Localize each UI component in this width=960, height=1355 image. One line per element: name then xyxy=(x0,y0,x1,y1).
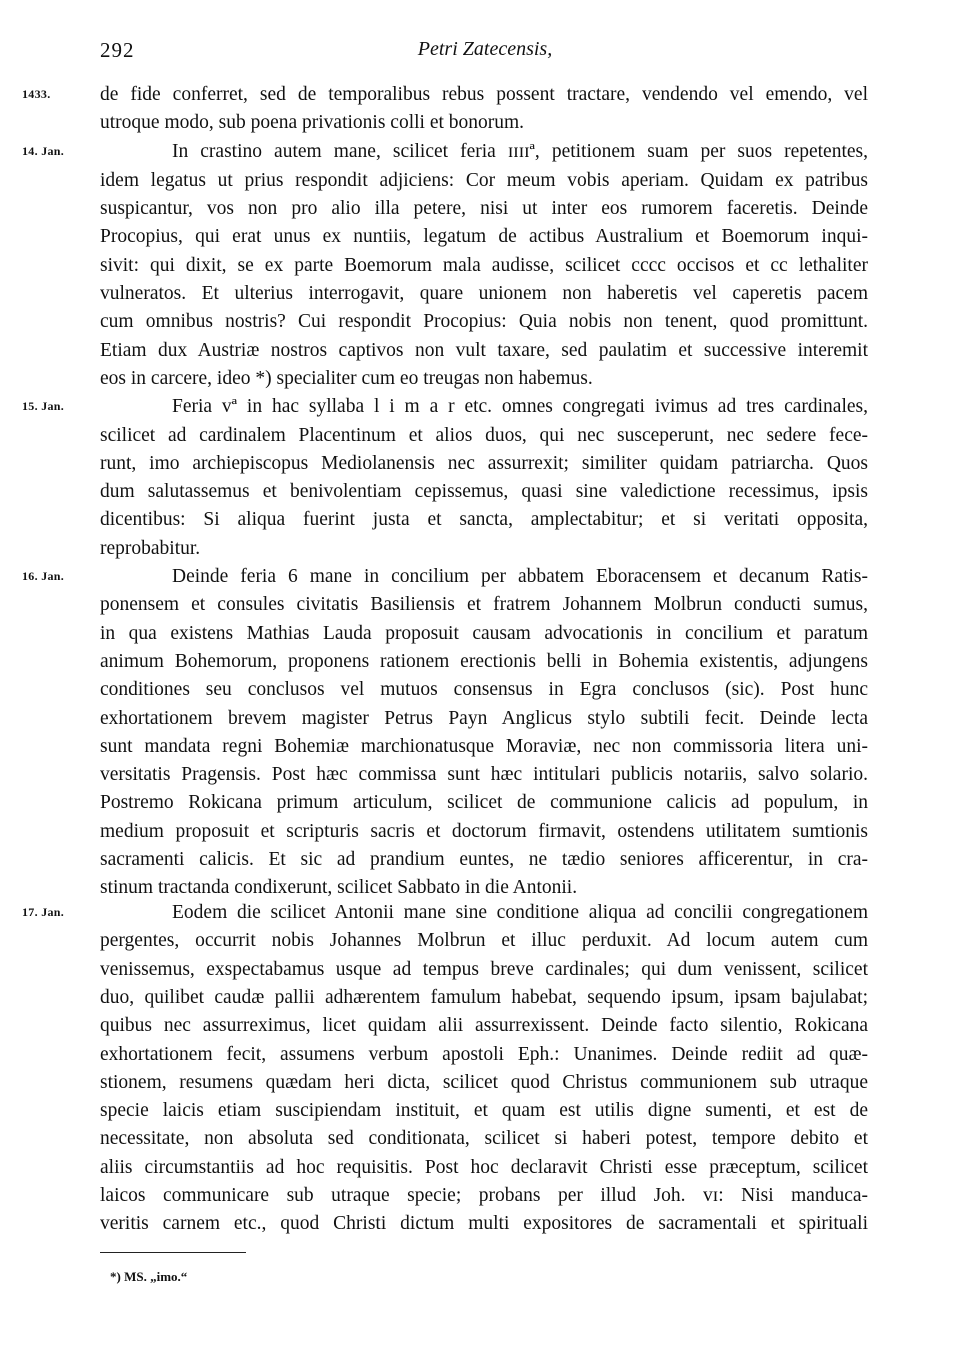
text-line: specie laicis etiam suscipiendam instituit, et quam est utilis digne sumenti, et est de xyxy=(100,1100,868,1121)
text-line: in qua existens Mathias Lauda proposuit causam advocationis in concilium et paratum xyxy=(100,623,868,644)
text-line: ponensem et consules civitatis Basiliensis et fratrem Johannem Molbrun conducti sumus, xyxy=(100,594,868,615)
text-line: eos in carcere, ideo *) specialiter cum eo treugas non habemus. xyxy=(100,368,593,389)
footnote: *) MS. „imo.“ xyxy=(110,1269,188,1284)
margin-note-17-jan: 17. Jan. xyxy=(22,905,65,919)
footnote-rule xyxy=(100,1252,246,1253)
margin-note-14-jan: 14. Jan. xyxy=(22,144,65,158)
text-line: Procopius, qui erat unus ex nuntiis, legatum de actibus Australium et Boemorum inqui- xyxy=(100,226,868,247)
text-line: cum omnibus nostris? Cui respondit Procopius: Quia nobis non tenent, quod promittunt. xyxy=(100,311,868,332)
text-line: dicentibus: Si aliqua fuerint justa et sancta, amplectabitur; et si veritati opposita, xyxy=(100,509,868,530)
margin-note-15-jan: 15. Jan. xyxy=(22,399,65,413)
text-line: venissemus, exspectabamus usque ad tempus breve cardinales; qui dum venissent, scilicet xyxy=(100,959,868,980)
paragraph-start-line: Feria vª in hac syllaba l i m a r etc. omnes congregati ivimus ad tres cardinales, xyxy=(172,396,868,417)
text-line: stionem, resumens quædam heri dicta, scilicet quod Christus communionem sub utraque xyxy=(100,1072,868,1093)
paragraph-start-line: Eodem die scilicet Antonii mane sine conditione aliqua ad concilii congregationem xyxy=(172,902,868,923)
paragraph-start-line: In crastino autem mane, scilicet feria ɪɪɪɪª, petitionem suam per suos repetentes, xyxy=(172,141,868,162)
text-line: runt, imo archiepiscopus Mediolanensis nec assurrexit; similiter quidam patriarcha. Quos xyxy=(100,453,868,474)
text-line: sacramenti calicis. Et sic ad prandium euntes, ne tædio seniores afficerentur, in cra- xyxy=(100,849,868,870)
text-line: utroque modo, sub poena privationis colli et bonorum. xyxy=(100,112,525,133)
text-line: pergentes, occurrit nobis Johannes Molbrun et illuc perduxit. Ad locum autem cum xyxy=(100,930,868,951)
page-number: 292 xyxy=(100,38,135,62)
page-header xyxy=(100,38,870,68)
text-line: suspicantur, vos non pro alio illa petere, nisi ut inter eos rumorem faceretis. Deinde xyxy=(100,198,868,219)
margin-note-year: 1433. xyxy=(22,87,51,101)
text-line: sunt mandata regni Bohemiæ marchionatusque Moraviæ, nec non commissoria litera uni- xyxy=(100,736,868,757)
text-line: quibus nec assurreximus, licet quidam alii assurrexissent. Deinde facto silentio, Rokicana xyxy=(100,1015,868,1036)
text-line: sivit: qui dixit, se ex parte Boemorum mala audisse, scilicet cccc occisos et cc lethaliter xyxy=(100,255,868,276)
text-line: versitatis Pragensis. Post hæc commissa sunt hæc intitulari publicis notariis, salvo solario. xyxy=(100,764,868,785)
running-head: Petri Zatecensis, xyxy=(417,38,553,60)
text-line: Postremo Rokicana primum articulum, scilicet de communione calicis ad populum, in xyxy=(100,792,868,813)
text-line: conditiones seu conclusos vel mutuos consensus in Egra conclusos (sic). Post hunc xyxy=(100,679,868,700)
text-line: reprobabitur. xyxy=(100,538,201,559)
text-line: laicos communicare sub utraque specie; probans per illud Joh. ᴠɪ: Nisi manduca- xyxy=(100,1185,868,1206)
text-line: stinum tractanda condixerunt, scilicet Sabbato in die Antonii. xyxy=(100,877,578,898)
text-line: idem legatus ut prius respondit adjiciens: Cor meum vobis aperiam. Quidam ex patribus xyxy=(100,170,868,191)
text-line: exhortationem brevem magister Petrus Payn Anglicus stylo subtili fecit. Deinde lecta xyxy=(100,708,868,729)
text-line: dum salutassemus et benivolentiam cepissemus, quasi sine valedictione recessimus, ipsis xyxy=(100,481,868,502)
text-line: medium proposuit et scripturis sacris et doctorum firmavit, ostendens utilitatem sumtionis xyxy=(100,821,868,842)
text-line: duo, quilibet caudæ pallii adhærentem famulum habebat, sequendo ipsum, ipsam bajulabat; xyxy=(100,987,868,1008)
text-line: exhortationem fecit, assumens verbum apostoli Eph.: Unanimes. Deinde rediit ad quæ- xyxy=(100,1044,868,1065)
paragraph-start-line: Deinde feria 6 mane in concilium per abbatem Eboracensem et decanum Ratis- xyxy=(172,566,868,587)
text-line: aliis circumstantiis ad hoc requisitis. Post hoc declaravit Christi esse præceptum, scilicet xyxy=(100,1157,868,1178)
text-line: Etiam dux Austriæ nostros captivos non vult taxare, sed paulatim et successive interemit xyxy=(100,340,868,361)
text-line: scilicet ad cardinalem Placentinum et alios duos, qui nec susceperunt, nec sedere fece- xyxy=(100,425,868,446)
text-line: veritis carnem etc., quod Christi dictum multi expositores de sacramentali et spirituali xyxy=(100,1213,868,1234)
margin-note-16-jan: 16. Jan. xyxy=(22,569,65,583)
text-line: necessitate, non absoluta sed conditionata, scilicet si haberi potest, tempore debito et xyxy=(100,1128,868,1149)
text-line: vulneratos. Et ulterius interrogavit, quare unionem non haberetis vel caperetis pacem xyxy=(100,283,868,304)
text-line: de fide conferret, sed de temporalibus rebus possent tractare, vendendo vel emendo, vel xyxy=(100,84,868,105)
text-line: animum Bohemorum, proponens rationem erectionis belli in Bohemia existentis, adjungens xyxy=(100,651,868,672)
